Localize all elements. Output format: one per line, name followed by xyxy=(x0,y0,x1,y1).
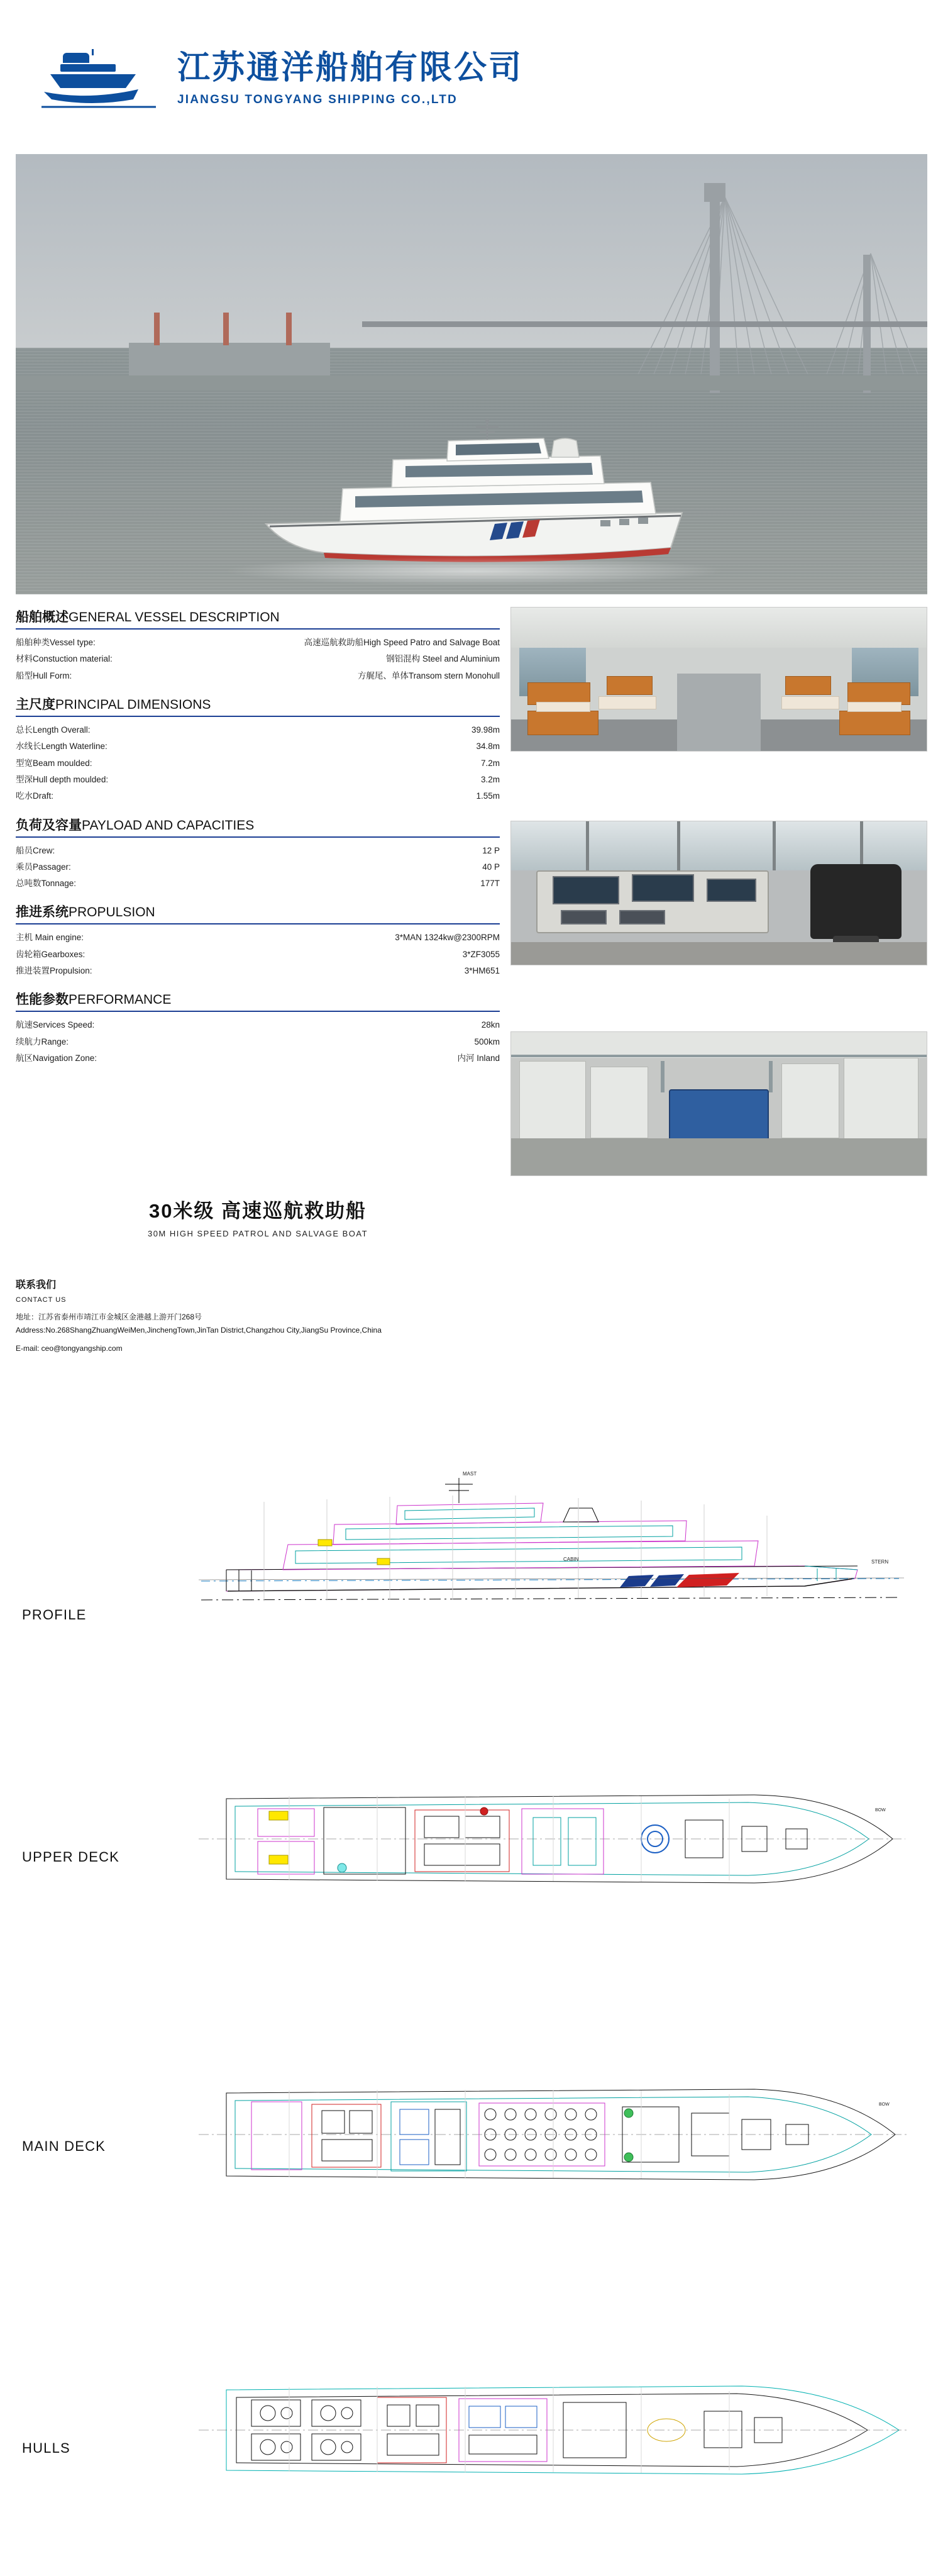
shoreline-buildings xyxy=(129,343,330,380)
specifications-panel xyxy=(16,607,500,1077)
svg-text:BOW: BOW xyxy=(879,2102,890,2107)
spec-value: 28kn xyxy=(481,1020,500,1030)
spec-row xyxy=(16,947,500,963)
drawing-label-upper-deck: UPPER DECK xyxy=(22,1849,120,1865)
ceiling xyxy=(511,1032,927,1058)
passenger-lounge-photo xyxy=(510,607,927,752)
spec-row xyxy=(16,668,500,684)
section-heading xyxy=(16,607,500,630)
spec-label: 型深Hull depth moulded: xyxy=(16,774,109,784)
contact-address-en: Address:No.268ShangZhuangWeiMen,JinchengTown,JinTan District,Changzhou City,JiangSu Province,China xyxy=(16,1326,382,1335)
page-subtitle: 30M HIGH SPEED PATROL AND SALVAGE BOAT xyxy=(147,1229,368,1238)
spec-value: 钢铝混构 Steel and Aluminium xyxy=(386,654,500,664)
spec-row xyxy=(16,635,500,651)
spec-label: 总吨数Tonnage: xyxy=(16,879,77,889)
upper-deck-drawing xyxy=(189,1774,912,1906)
contact-email: E-mail: ceo@tongyangship.com xyxy=(16,1344,123,1353)
spec-value: 3*HM651 xyxy=(464,966,500,976)
spec-label: 型宽Beam moulded: xyxy=(16,758,92,768)
section-heading xyxy=(16,902,500,924)
vessel-underway-photo xyxy=(16,154,927,594)
ceiling xyxy=(511,608,927,648)
main-deck-drawing xyxy=(189,2069,912,2201)
spec-label: 齿轮箱Gearboxes: xyxy=(16,949,85,959)
helm-chair xyxy=(810,864,902,939)
spec-row xyxy=(16,1017,500,1033)
aisle xyxy=(677,674,760,751)
spec-section xyxy=(16,815,500,892)
section-heading-en: PERFORMANCE xyxy=(69,992,172,1008)
spec-value: 39.98m xyxy=(471,724,500,735)
page-header xyxy=(0,0,943,132)
spec-section xyxy=(16,989,500,1067)
profile-drawing xyxy=(189,1446,912,1654)
far-shore xyxy=(16,375,927,391)
product-title-block xyxy=(16,1195,500,1238)
drawing-label-profile: PROFILE xyxy=(22,1607,87,1623)
spec-value: 12 P xyxy=(482,845,500,855)
page-title: 30米级 高速巡航救助船 xyxy=(148,1200,367,1222)
section-heading-cn: 负荷及容量 xyxy=(16,818,82,833)
spec-section xyxy=(16,902,500,979)
spec-section xyxy=(16,607,500,684)
spec-value: 34.8m xyxy=(476,741,500,752)
spec-value: 3*ZF3055 xyxy=(462,949,500,959)
spec-value: 高速巡航救助船High Speed Patro and Salvage Boat xyxy=(304,638,500,647)
section-heading-en: GENERAL VESSEL DESCRIPTION xyxy=(69,610,280,625)
engine-room-photo xyxy=(510,1031,927,1176)
drawing-label-hulls: HULLS xyxy=(22,2440,70,2456)
spec-row xyxy=(16,651,500,667)
company-name-en: JIANGSU TONGYANG SHIPPING CO.,LTD xyxy=(177,92,458,106)
spec-row xyxy=(16,738,500,755)
floor xyxy=(511,1138,927,1175)
contact-title-en: CONTACT US xyxy=(16,1296,67,1304)
svg-text:CABIN: CABIN xyxy=(563,1557,579,1562)
spec-value: 40 P xyxy=(482,862,500,872)
spec-label: 乘员Passager: xyxy=(16,862,71,872)
spec-label: 续航力Range: xyxy=(16,1036,69,1046)
spec-value: 3*MAN 1324kw@2300RPM xyxy=(395,933,500,943)
section-heading xyxy=(16,815,500,838)
spec-row xyxy=(16,963,500,979)
svg-text:STERN: STERN xyxy=(871,1559,889,1565)
ship-logo-icon xyxy=(38,44,163,113)
spec-row xyxy=(16,755,500,772)
spec-row xyxy=(16,772,500,788)
section-heading xyxy=(16,989,500,1012)
spec-row xyxy=(16,875,500,892)
bridge-deck xyxy=(362,321,927,327)
section-heading-en: PRINCIPAL DIMENSIONS xyxy=(55,697,211,712)
wheelhouse-windows xyxy=(511,821,927,870)
wheelhouse-console-photo xyxy=(510,821,927,965)
svg-text:MAST: MAST xyxy=(463,1471,477,1477)
spec-value: 500km xyxy=(474,1036,500,1046)
section-heading-cn: 主尺度 xyxy=(16,697,55,712)
svg-text:BOW: BOW xyxy=(875,1808,886,1813)
section-heading-cn: 性能参数 xyxy=(16,992,69,1008)
drawing-label-main-deck: MAIN DECK xyxy=(22,2138,106,2154)
section-heading-cn: 船舶概述 xyxy=(16,610,69,625)
spec-label: 船员Crew: xyxy=(16,845,55,855)
spec-value: 1.55m xyxy=(476,791,500,801)
spec-label: 船舶种类Vessel type: xyxy=(16,638,96,647)
section-heading-en: PROPULSION xyxy=(69,905,155,920)
spec-row xyxy=(16,722,500,738)
spec-row xyxy=(16,930,500,946)
spec-value: 方艉尾、单体Transom stern Monohull xyxy=(357,670,500,680)
patrol-boat xyxy=(248,418,701,575)
contact-address-cn: 地址：江苏省泰州市靖江市金城区金港越上游开门268号 xyxy=(16,1313,202,1322)
bridge-cables xyxy=(600,192,927,399)
spec-label: 主机 Main engine: xyxy=(16,933,84,943)
bridge-pylon-main xyxy=(710,197,720,393)
spec-label: 航区Navigation Zone: xyxy=(16,1053,97,1063)
section-heading xyxy=(16,694,500,717)
contact-block xyxy=(16,1277,506,1355)
spec-label: 吃水Draft: xyxy=(16,791,54,801)
spec-label: 推进装置Propulsion: xyxy=(16,966,92,976)
section-heading-cn: 推进系统 xyxy=(16,905,69,920)
spec-value: 3.2m xyxy=(480,774,500,784)
spec-value: 177T xyxy=(480,879,500,889)
spec-label: 总长Length Overall: xyxy=(16,724,91,735)
hulls-drawing xyxy=(189,2365,912,2497)
section-heading-en: PAYLOAD AND CAPACITIES xyxy=(82,818,255,833)
spec-value: 7.2m xyxy=(480,758,500,768)
contact-title-cn: 联系我们 xyxy=(16,1280,57,1291)
spec-row xyxy=(16,1050,500,1067)
boat-wake xyxy=(223,557,726,586)
floor xyxy=(511,942,927,965)
spec-section xyxy=(16,694,500,805)
company-name-cn: 江苏通洋船舶有限公司 xyxy=(177,50,524,87)
spec-row xyxy=(16,859,500,875)
spec-label: 水线长Length Waterline: xyxy=(16,741,108,752)
spec-label: 船型Hull Form: xyxy=(16,670,72,680)
spec-row xyxy=(16,1034,500,1050)
spec-value: 内河 Inland xyxy=(457,1053,500,1063)
spec-label: 材料Constuction material: xyxy=(16,654,113,664)
spec-row xyxy=(16,788,500,804)
spec-label: 航速Services Speed: xyxy=(16,1020,95,1030)
spec-row xyxy=(16,843,500,859)
